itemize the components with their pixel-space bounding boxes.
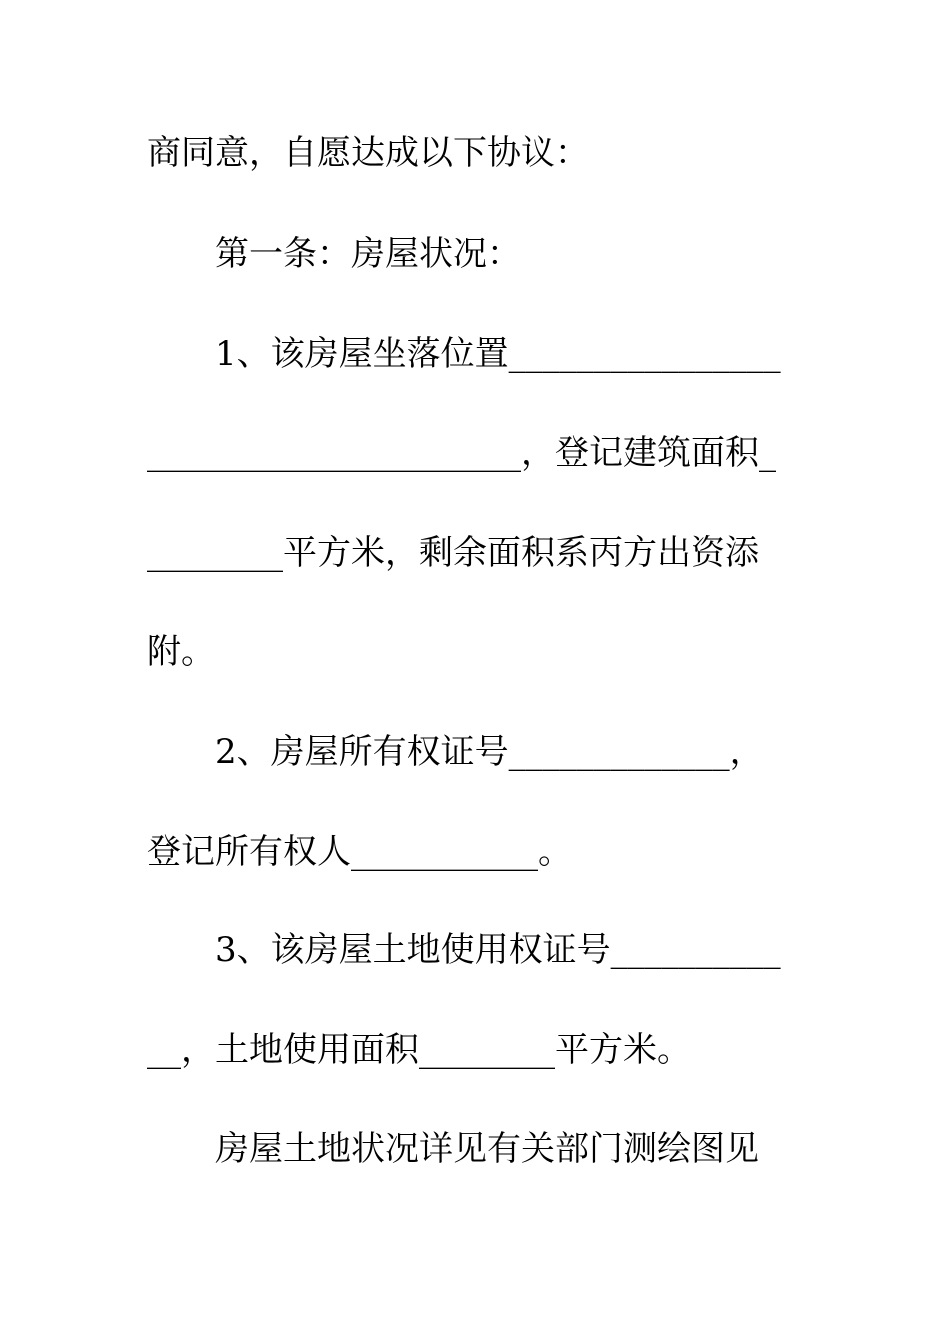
clause-2-certificate-line: 2、房屋所有权证号_____________， [215, 732, 764, 772]
section-heading-article-1: 第一条：房屋状况： [215, 234, 521, 274]
text-line-1: 商同意，自愿达成以下协议： [147, 133, 589, 173]
clause-1-area-line: ______________________，登记建筑面积_ [147, 433, 776, 473]
clause-1-location-line: 1、该房屋坐落位置________________ [215, 334, 781, 374]
clause-1-remaining-area-line: ________平方米，剩余面积系丙方出资添 [147, 533, 759, 573]
land-status-line: 房屋土地状况详见有关部门测绘图见 [215, 1129, 759, 1169]
clause-1-end-line: 附。 [147, 632, 215, 672]
clause-3-land-certificate-line: 3、该房屋土地使用权证号__________ [215, 930, 781, 970]
clause-2-owner-line: 登记所有权人___________。 [147, 832, 572, 872]
clause-3-land-area-line: __，土地使用面积________平方米。 [147, 1030, 691, 1070]
